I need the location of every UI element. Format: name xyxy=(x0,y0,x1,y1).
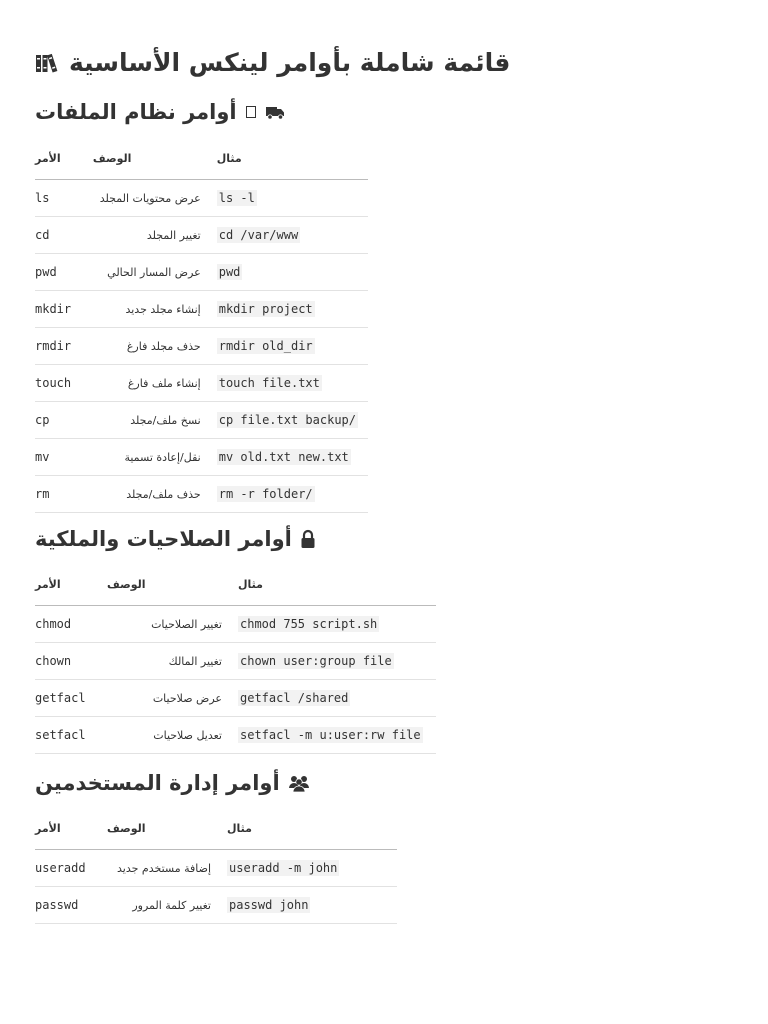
command-cell: rm xyxy=(35,476,93,513)
description-cell: تعديل صلاحيات xyxy=(107,717,238,754)
table-row xyxy=(35,439,368,476)
example-code: mv old.txt new.txt xyxy=(218,450,349,464)
example-code: chown user:group file xyxy=(240,654,392,668)
column-header-description: الوصف xyxy=(107,564,238,606)
column-header-command: الأمر xyxy=(35,564,107,606)
example-cell xyxy=(217,402,368,439)
description-cell: نسخ ملف/مجلد xyxy=(93,402,217,439)
column-header-example: مثال xyxy=(238,564,436,606)
table-row xyxy=(35,254,368,291)
example-cell xyxy=(217,476,368,513)
command-cell: chmod xyxy=(35,606,107,643)
command-cell: cd xyxy=(35,217,93,254)
command-cell: mv xyxy=(35,439,93,476)
example-cell xyxy=(217,328,368,365)
description-cell: إنشاء ملف فارغ xyxy=(93,365,217,402)
table-row xyxy=(35,476,368,513)
column-header-description: الوصف xyxy=(107,808,227,850)
books-icon xyxy=(35,52,61,74)
permissions-commands-table xyxy=(35,564,436,754)
command-cell: setfacl xyxy=(35,717,107,754)
description-cell: عرض المسار الحالي xyxy=(93,254,217,291)
example-code: touch file.txt xyxy=(218,376,320,390)
example-cell xyxy=(238,643,436,680)
example-cell xyxy=(238,606,436,643)
example-code: cp file.txt backup/ xyxy=(218,413,356,427)
column-header-description: الوصف xyxy=(93,138,217,180)
example-code: rm -r folder/ xyxy=(218,487,313,501)
example-cell xyxy=(217,291,368,328)
page-title-text: قائمة شاملة بأوامر لينكس الأساسية xyxy=(69,48,511,77)
example-code: useradd -m john xyxy=(229,861,338,875)
description-cell: تغيير كلمة المرور xyxy=(107,887,227,924)
description-cell: إنشاء مجلد جديد xyxy=(93,291,217,328)
table-row xyxy=(35,643,436,680)
section-heading-filesystem xyxy=(35,100,285,124)
table-header-row xyxy=(35,564,436,606)
command-cell: rmdir xyxy=(35,328,93,365)
example-code: passwd john xyxy=(229,898,309,912)
filesystem-commands-table xyxy=(35,138,368,513)
example-code: chmod 755 script.sh xyxy=(240,617,378,631)
column-header-command: الأمر xyxy=(35,138,93,180)
truck-icon xyxy=(265,104,285,120)
table-row xyxy=(35,180,368,217)
users-commands-table xyxy=(35,808,397,924)
command-cell: touch xyxy=(35,365,93,402)
users-icon xyxy=(288,774,310,792)
table-row xyxy=(35,887,397,924)
command-cell: passwd xyxy=(35,887,107,924)
description-cell: عرض صلاحيات xyxy=(107,680,238,717)
command-cell: pwd xyxy=(35,254,93,291)
table-header-row xyxy=(35,808,397,850)
command-cell: mkdir xyxy=(35,291,93,328)
description-cell: تغيير المالك xyxy=(107,643,238,680)
example-cell xyxy=(238,680,436,717)
example-code: rmdir old_dir xyxy=(218,339,313,353)
table-row xyxy=(35,291,368,328)
column-header-command: الأمر xyxy=(35,808,107,850)
table-row xyxy=(35,217,368,254)
command-cell: getfacl xyxy=(35,680,107,717)
lock-icon xyxy=(300,529,316,549)
example-cell xyxy=(238,717,436,754)
page-title xyxy=(35,48,510,77)
command-cell: chown xyxy=(35,643,107,680)
example-cell xyxy=(227,887,397,924)
description-cell: عرض محتويات المجلد xyxy=(93,180,217,217)
description-cell: حذف ملف/مجلد xyxy=(93,476,217,513)
section-heading-users xyxy=(35,771,310,795)
example-cell xyxy=(217,180,368,217)
table-row xyxy=(35,365,368,402)
example-cell xyxy=(217,365,368,402)
example-code: ls -l xyxy=(218,191,255,205)
example-code: mkdir project xyxy=(218,302,313,316)
description-cell: تغيير المجلد xyxy=(93,217,217,254)
description-cell: حذف مجلد فارغ xyxy=(93,328,217,365)
command-cell: cp xyxy=(35,402,93,439)
table-row xyxy=(35,606,436,643)
command-cell: useradd xyxy=(35,850,107,887)
example-cell xyxy=(217,217,368,254)
empty-box-icon xyxy=(245,104,257,120)
section-heading-permissions xyxy=(35,527,316,551)
table-row xyxy=(35,328,368,365)
section-heading-text: أوامر إدارة المستخدمين xyxy=(35,771,280,795)
section-heading-text: أوامر نظام الملفات xyxy=(35,100,237,124)
table-header-row xyxy=(35,138,368,180)
column-header-example: مثال xyxy=(227,808,397,850)
table-row xyxy=(35,717,436,754)
example-code: setfacl -m u:user:rw file xyxy=(240,728,421,742)
example-code: pwd xyxy=(218,265,241,279)
command-cell: ls xyxy=(35,180,93,217)
description-cell: نقل/إعادة تسمية xyxy=(93,439,217,476)
section-heading-text: أوامر الصلاحيات والملكية xyxy=(35,527,292,551)
table-row xyxy=(35,402,368,439)
example-cell xyxy=(217,254,368,291)
description-cell: إضافة مستخدم جديد xyxy=(107,850,227,887)
description-cell: تغيير الصلاحيات xyxy=(107,606,238,643)
example-code: cd /var/www xyxy=(218,228,299,242)
table-row xyxy=(35,680,436,717)
example-cell xyxy=(227,850,397,887)
table-row xyxy=(35,850,397,887)
example-cell xyxy=(217,439,368,476)
column-header-example: مثال xyxy=(217,138,368,180)
example-code: getfacl /shared xyxy=(240,691,349,705)
